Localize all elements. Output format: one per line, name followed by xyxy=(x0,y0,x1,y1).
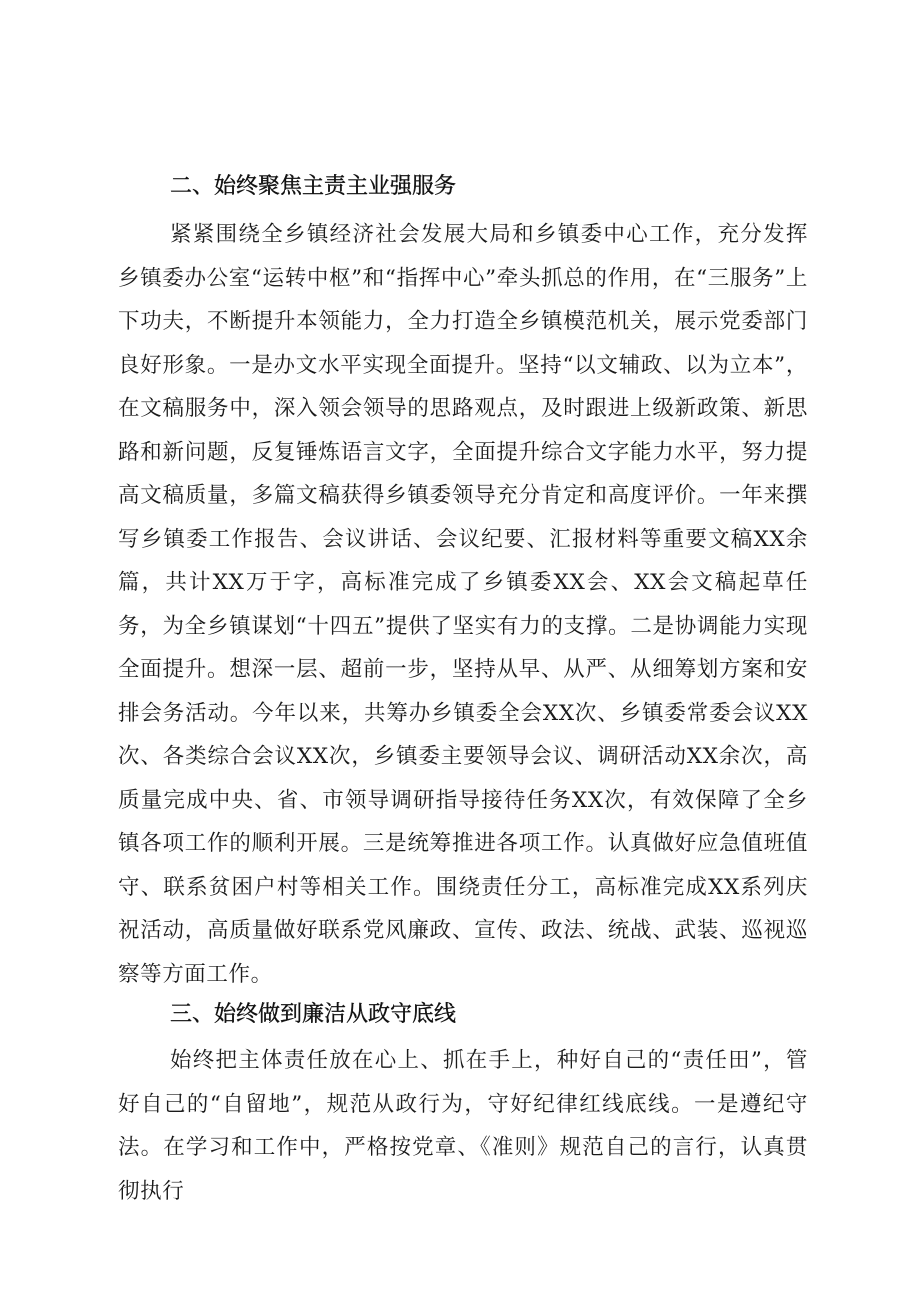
section-heading-3: 三、始终做到廉洁从政守底线 xyxy=(170,1002,457,1027)
section-paragraph-2: 紧紧围绕全乡镇经济社会发展大局和乡镇委中心工作，充分发挥乡镇委办公室“运转中枢”和“指挥中心”牵头抓总的作用，在“三服务”上下功夫，不断提升本领能力，全力打造全乡镇模范机关，展示党委部门良好形象。一是办文水平实现全面提升。坚持“以文辅政、以为立本”，在文稿服务中，深入领会领导的思路观点，及时跟进上级新政策、新思路和新问题，反复锤炼语言文字，全面提升综合文字能力水平，努力提高文稿质量，多篇文稿获得乡镇委领导充分肯定和高度评价。一年来撰写乡镇委工作报告、会议讲话、会议纪要、汇报材料等重要文稿XX余篇，共计XX万于字，高标准完成了乡镇委XX会、XX会文稿起草任务，为全乡镇谋划“十四五”提供了坚实有力的支撑。二是协调能力实现全面提升。想深一层、超前一步，坚持从早、从严、从细筹划方案和安排会务活动。今年以来，共筹办乡镇委全会XX次、乡镇委常委会议XX次、各类综合会议XX次，乡镇委主要领导会议、调研活动XX余次，高质量完成中央、省、市领导调研指导接待任务XX次，有效保障了全乡镇各项工作的顺利开展。三是统筹推进各项工作。认真做好应急值班值守、联系贫困户村等相关工作。围绕责任分工，高标准完成XX系列庆祝活动，高质量做好联系党风廉政、宣传、政法、统战、武装、巡视巡察等方面工作。 xyxy=(118,222,808,987)
section-heading-2: 二、始终聚焦主责主业强服务 xyxy=(170,174,457,199)
section-paragraph-3: 始终把主体责任放在心上、抓在手上，种好自己的“责任田”，管好自己的“自留地”，规范从政行为，守好纪律红线底线。一是遵纪守法。在学习和工作中，严格按党章、《准则》规范自己的言行，认真贯彻执行 xyxy=(118,1048,808,1204)
document-body xyxy=(118,170,808,1213)
